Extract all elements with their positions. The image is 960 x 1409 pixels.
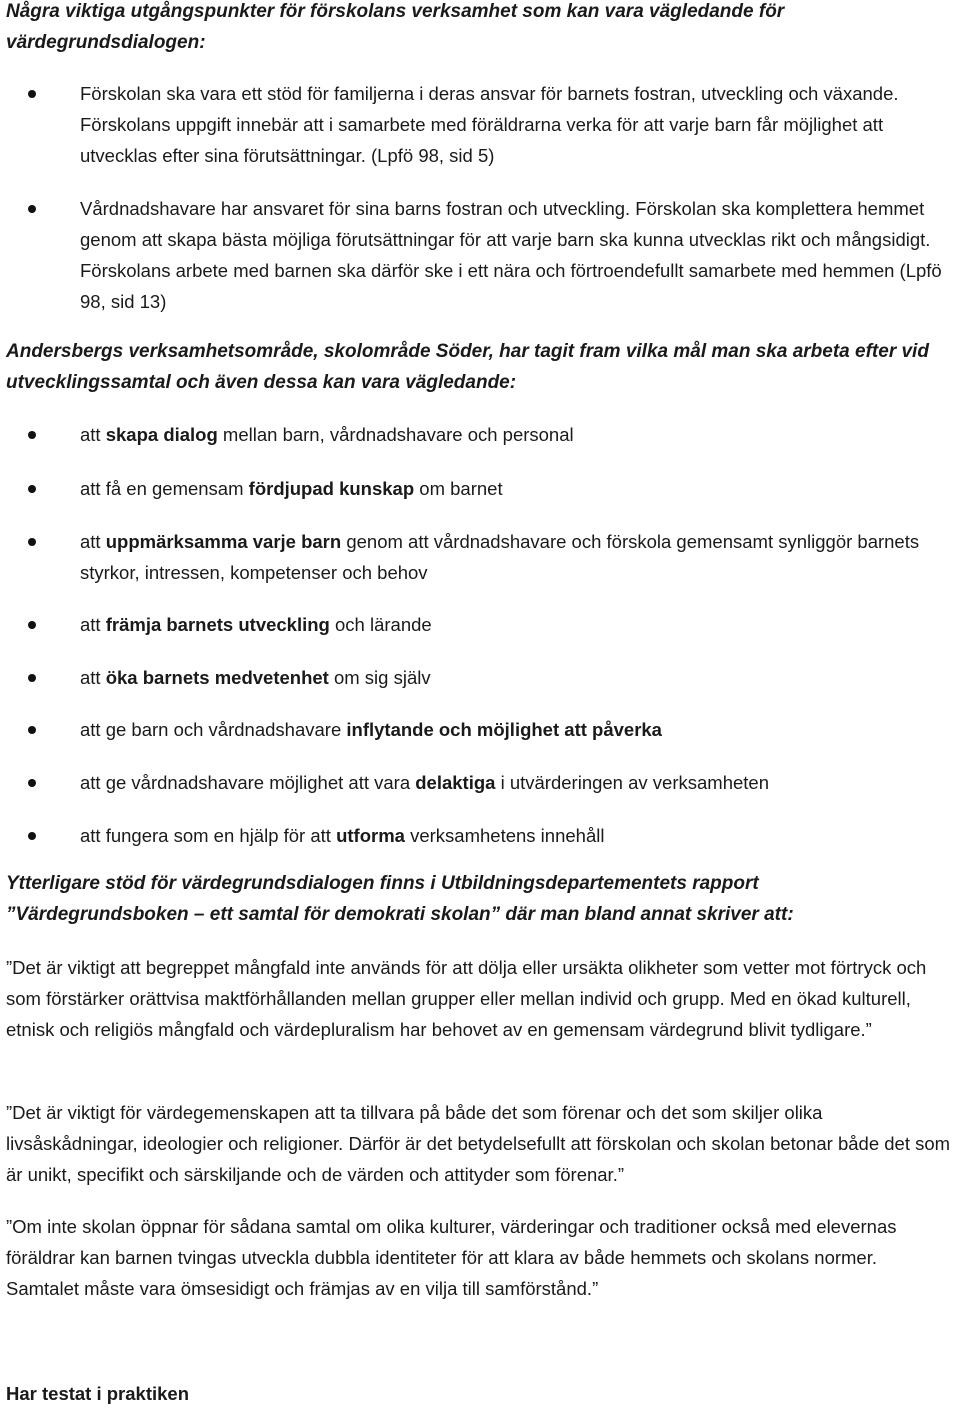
quote-paragraph: ”Det är viktigt för värdegemenskapen att ta tillvara på både det som förenar och det som skiljer olika livsåskådningar, ideologier och religioner. Därför är det betydelsefullt att förskolan och skolan betonar både det som är unikt, specifikt och särskiljande och de värden och attityder som förenar.” (6, 1102, 951, 1185)
emphasis: delaktiga (415, 772, 496, 793)
list-item: att öka barnets medvetenhet om sig själv (6, 662, 956, 693)
bullet-dot-icon (28, 674, 36, 682)
list-item-text: Vårdnadshavare har ansvaret för sina barns fostran och utveckling. Förskolan ska komplettera hemmet genom att skapa bästa möjliga förutsättningar för att varje barn ska kunna utvecklas rikt och mångsidigt. Förskolans arbete med barnen ska därför ske i ett nära och förtroendefullt samarbete med hemmen (Lpfö 98, sid 13) (80, 198, 942, 312)
section-heading-starting-points: Några viktiga utgångspunkter för förskolans verksamhet som kan vara vägledande för värdegrundsdialogen: (6, 1, 785, 53)
bullet-dot-icon (28, 485, 36, 493)
list-item: att få en gemensam fördjupad kunskap om barnet (6, 473, 956, 504)
list-item: att ge vårdnadshavare möjlighet att vara delaktiga i utvärderingen av verksamheten (6, 767, 956, 798)
list-item-text: Förskolan ska vara ett stöd för familjerna i deras ansvar för barnets fostran, utveckling och växande. Förskolans uppgift innebär att i samarbete med föräldrarna verka för att varje barn får möjlighet att utvecklas efter sina förutsättningar. (Lpfö 98, sid 5) (80, 83, 899, 166)
intro-bullet-list (6, 78, 956, 317)
bullet-dot-icon (28, 205, 36, 213)
section-heading-tested: Har testat i praktiken (6, 1383, 190, 1404)
list-item: att ge barn och vårdnadshavare inflytande och möjlighet att påverka (6, 714, 956, 745)
emphasis: utforma (336, 825, 405, 846)
list-item: att uppmärksamma varje barn genom att vårdnadshavare och förskola gemensamt synliggör barnets styrkor, intressen, kompetenser och behov (6, 526, 956, 588)
section-heading-further-support: Ytterligare stöd för värdegrundsdialogen finns i Utbildningsdepartementets rapport ”Värdegrundsboken – ett samtal för demokrati skolan” där man bland annat skriver att: (6, 873, 794, 925)
list-item (6, 193, 956, 317)
bullet-dot-icon (28, 90, 36, 98)
list-item: att främja barnets utveckling och lärande (6, 609, 956, 640)
list-item: att skapa dialog mellan barn, vårdnadshavare och personal (6, 419, 956, 450)
bullet-dot-icon (28, 832, 36, 840)
bullet-dot-icon (28, 431, 36, 439)
quote-paragraph: ”Det är viktigt att begreppet mångfald inte används för att dölja eller ursäkta olikheter som vetter mot förtryck och som förstärker orättvisa maktförhållanden mellan grupper eller mellan individ och grupp. Med en ökad kulturell, etnisk och religiös mångfald och värdepluralism har behovet av en gemensam värdegrund blivit tydligare.” (6, 957, 927, 1040)
bullet-dot-icon (28, 621, 36, 629)
section-heading-andersberg: Andersbergs verksamhetsområde, skolområde Söder, har tagit fram vilka mål man ska arbeta efter vid utvecklingssamtal och även dessa kan vara vägledande: (6, 341, 929, 393)
emphasis: uppmärksamma varje barn (105, 531, 342, 552)
list-item: att fungera som en hjälp för att utforma verksamhetens innehåll (6, 820, 956, 851)
emphasis: inflytande och möjlighet att påverka (346, 719, 662, 740)
quote-paragraph: ”Om inte skolan öppnar för sådana samtal om olika kulturer, värderingar och traditioner också med elevernas föräldrar kan barnen tvingas utveckla dubbla identiteter för att klara av både hemmets och skolans normer. Samtalet måste vara ömsesidigt och främjas av en vilja till samförstånd.” (6, 1216, 897, 1299)
emphasis: främja barnets utveckling (105, 614, 330, 635)
emphasis: skapa dialog (105, 424, 218, 445)
bullet-dot-icon (28, 538, 36, 546)
emphasis: öka barnets medvetenhet (105, 667, 329, 688)
bullet-dot-icon (28, 726, 36, 734)
goal-bullet-list (6, 419, 956, 851)
bullet-dot-icon (28, 779, 36, 787)
list-item (6, 78, 956, 171)
emphasis: fördjupad kunskap (248, 478, 415, 499)
